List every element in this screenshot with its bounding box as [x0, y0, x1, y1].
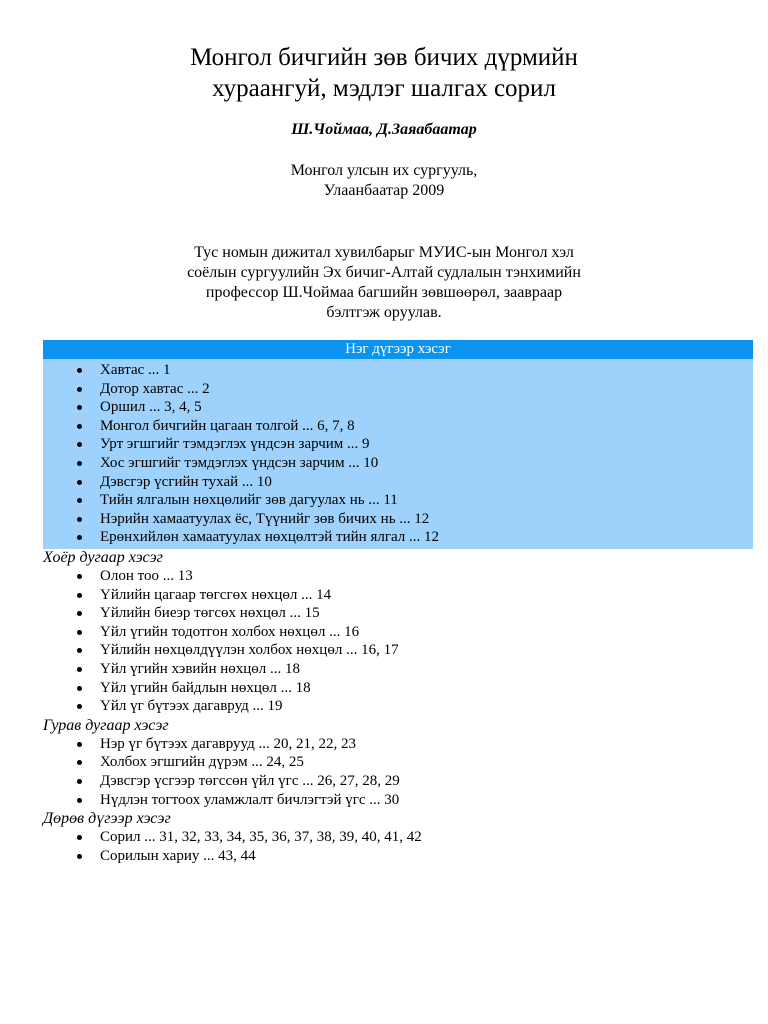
- toc-item: Үйл үгийн тодотгон холбох нөхцөл ... 16: [43, 623, 753, 642]
- affiliation: [0, 161, 768, 201]
- toc-item: Монгол бичгийн цагаан толгой ... 6, 7, 8: [43, 417, 753, 436]
- section-body-part-1: [43, 359, 753, 549]
- remaining-sections: [43, 548, 753, 865]
- note-line: профессор Ш.Чоймаа багшийн зөвшөөрөл, заавраар: [205, 284, 563, 301]
- toc-item: Үйлийн биеэр төгсөх нөхцөл ... 15: [43, 604, 753, 623]
- table-of-contents-list: [43, 735, 753, 809]
- document-title: [0, 42, 768, 104]
- section-part-1: [43, 340, 753, 549]
- section-heading-part-2: Хоёр дугаар хэсэг: [43, 549, 163, 566]
- toc-item: Ерөнхийлөн хамаатуулах нөхцөлтэй тийн ялгал ... 12: [43, 528, 753, 547]
- permission-note: [0, 243, 768, 323]
- toc-item: Нэр үг бүтээх дагаврууд ... 20, 21, 22, 23: [43, 735, 753, 754]
- toc-item: Нүдлэн тогтоох уламжлалт бичлэгтэй үгс ... 30: [43, 791, 753, 810]
- authors: Ш.Чоймаа, Д.Заяабаатар: [291, 121, 477, 138]
- section-heading-part-4: Дөрөв дүгээр хэсэг: [43, 810, 171, 828]
- title-line: Монгол бичгийн зөв бичих дүрмийн: [190, 44, 578, 71]
- toc-item: Нэрийн хамаатуулах ёс, Түүнийг зөв бичих нь ... 12: [43, 510, 753, 529]
- toc-item: Үйл үг бүтээх дагавруд ... 19: [43, 697, 753, 716]
- note-line: Тус номын дижитал хувилбарыг МУИС-ын Монгол хэл: [194, 244, 574, 261]
- toc-item: Сорилын хариу ... 43, 44: [43, 847, 753, 866]
- toc-item: Олон тоо ... 13: [43, 567, 753, 586]
- toc-item: Үйл үгийн байдлын нөхцөл ... 18: [43, 679, 753, 698]
- section-heading-part-3: Гурав дугаар хэсэг: [43, 716, 169, 734]
- affiliation-line: Улаанбаатар 2009: [323, 182, 445, 199]
- toc-item: Дэвсгэр үсгээр төгссөн үйл үгс ... 26, 27, 28, 29: [43, 772, 753, 791]
- toc-item: Холбох эгшгийн дүрэм ... 24, 25: [43, 753, 753, 772]
- note-line: соёлын сургуулийн Эх бичиг-Алтай судлалын тэнхимийн: [187, 264, 581, 281]
- toc-item: Үйлийн цагаар төгсгөх нөхцөл ... 14: [43, 586, 753, 605]
- toc-item: Урт эгшгийг тэмдэглэх үндсэн зарчим ... 9: [43, 435, 753, 454]
- note-line: бэлтгэж оруулав.: [326, 304, 442, 321]
- toc-item: Хавтас ... 1: [43, 361, 753, 380]
- table-of-contents-list: [43, 567, 753, 716]
- section-heading-part-1: Нэг дүгээр хэсэг: [43, 340, 753, 359]
- affiliation-line: Монгол улсын их сургууль,: [290, 162, 478, 179]
- toc-item: Тийн ялгалын нөхцөлийг зөв дагуулах нь ... 11: [43, 491, 753, 510]
- toc-item: Үйлийн нөхцөлдүүлэн холбох нөхцөл ... 16, 17: [43, 641, 753, 660]
- toc-item: Үйл үгийн хэвийн нөхцөл ... 18: [43, 660, 753, 679]
- table-of-contents-list: [43, 361, 753, 547]
- toc-item: Хос эгшгийг тэмдэглэх үндсэн зарчим ... 10: [43, 454, 753, 473]
- toc-item: Дэвсгэр үсгийн тухай ... 10: [43, 473, 753, 492]
- toc-item: Сорил ... 31, 32, 33, 34, 35, 36, 37, 38, 39, 40, 41, 42: [43, 828, 753, 847]
- title-line: хураангуй, мэдлэг шалгах сорил: [212, 75, 556, 102]
- table-of-contents-list: [43, 828, 753, 865]
- toc-item: Оршил ... 3, 4, 5: [43, 398, 753, 417]
- toc-item: Дотор хавтас ... 2: [43, 380, 753, 399]
